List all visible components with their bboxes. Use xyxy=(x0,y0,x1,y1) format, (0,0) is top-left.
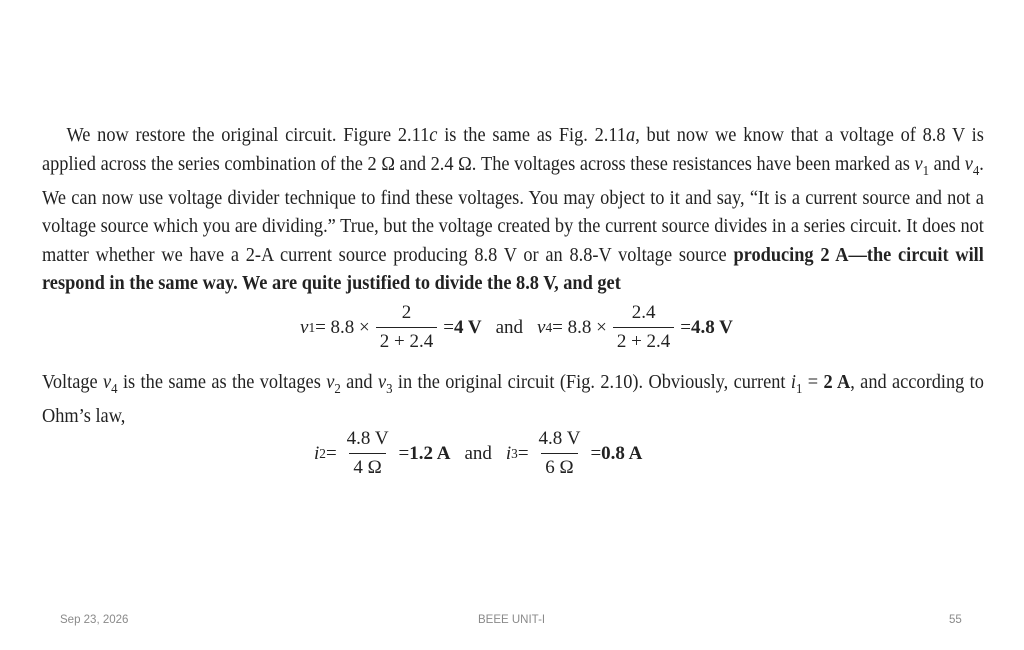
math-text: = 8.8 × xyxy=(552,316,607,338)
paragraph-ohms-law xyxy=(42,369,984,432)
math-text: = xyxy=(590,442,602,464)
math-sub: 4 xyxy=(111,380,118,396)
fraction-denominator: 6 Ω xyxy=(541,453,577,479)
math-var: i xyxy=(505,442,512,464)
fraction-denominator: 4 Ω xyxy=(349,453,385,479)
text-run: Voltage xyxy=(42,372,104,393)
text-run: and xyxy=(929,153,965,175)
math-var: v xyxy=(964,153,973,175)
text-run: . We can now use voltage divider technique to find these voltages. You may object to it and say, “It is a current source and not a voltage source which you are dividing.” True, but the voltage created by the current source divides in a series circuit. It does not matter whether we have a 2-A current source producing 8.8 V or an 8.8-V voltage source xyxy=(42,153,984,266)
math-text: = xyxy=(443,316,454,338)
result-value: 4 V xyxy=(453,316,482,338)
result-value: 0.8 A xyxy=(601,442,643,464)
math-var: v xyxy=(300,316,309,338)
math-var: v xyxy=(537,316,546,338)
math-sub: 4 xyxy=(545,319,553,335)
paragraph-voltage-divider-intro xyxy=(42,122,984,299)
fraction xyxy=(343,428,393,479)
math-text: and xyxy=(464,442,492,464)
text-run: is the same as Fig. 2.11 xyxy=(437,125,627,146)
math-text: = xyxy=(398,442,410,464)
math-sub: 2 xyxy=(334,380,341,396)
fraction-numerator: 4.8 V xyxy=(346,428,389,449)
math-sub: 4 xyxy=(972,162,980,178)
text-run: and xyxy=(340,372,378,393)
result-value: 1.2 A xyxy=(409,442,451,464)
text-run: producing 2 A—the circuit will respond in the same way. We are quite justified to divide the 8.8 V, and get xyxy=(42,244,984,295)
math-sub: 1 xyxy=(308,319,316,335)
footer-title: BEEE UNIT-I xyxy=(478,614,546,626)
math-text: = xyxy=(680,316,692,338)
math-var: v xyxy=(377,372,387,393)
text-run: We now restore the original circuit. Figure 2.11 xyxy=(66,125,430,146)
fraction xyxy=(535,428,585,479)
fraction-numerator: 2 xyxy=(401,302,412,323)
fraction-denominator: 2 + 2.4 xyxy=(613,327,674,353)
text-run: is the same as the voltages xyxy=(117,372,327,393)
fraction xyxy=(613,302,674,353)
fraction xyxy=(376,302,437,353)
math-var: i xyxy=(790,372,796,393)
text-run: , but now we know that a voltage of 8.8 V is applied across the series combination of the 2 Ω and 2.4 Ω. The voltages across these resistances have been marked as xyxy=(42,125,984,175)
footer-page-number: 55 xyxy=(949,614,962,626)
fraction-numerator: 4.8 V xyxy=(538,428,581,449)
fraction-denominator: 2 + 2.4 xyxy=(376,327,437,353)
math-sub: 2 xyxy=(319,445,326,461)
math-sub: 3 xyxy=(511,445,518,461)
equation-voltage-divider xyxy=(300,302,733,353)
text-run: , and according to Ohm’s law, xyxy=(42,372,984,428)
math-text: = xyxy=(517,442,529,464)
math-var: i xyxy=(314,442,320,464)
text-run: a xyxy=(626,125,636,146)
math-var: v xyxy=(103,372,112,393)
equation-ohms-law xyxy=(314,428,642,479)
math-sub: 3 xyxy=(386,380,393,396)
result-value: 4.8 V xyxy=(691,316,733,338)
text-run: c xyxy=(429,125,438,146)
math-sub: 1 xyxy=(795,380,803,396)
math-sub: 1 xyxy=(922,162,930,178)
math-text: and xyxy=(495,316,524,338)
result-value: 2 A xyxy=(823,372,851,393)
math-var: v xyxy=(914,153,923,175)
text-run: = xyxy=(802,372,824,393)
math-text: = 8.8 × xyxy=(315,316,370,338)
math-text: = xyxy=(325,442,337,464)
text-run: in the original circuit (Fig. 2.10). Obviously, current xyxy=(392,372,791,393)
fraction-numerator: 2.4 xyxy=(631,302,656,323)
footer-date: Sep 23, 2026 xyxy=(60,614,129,626)
math-var: v xyxy=(326,372,335,393)
